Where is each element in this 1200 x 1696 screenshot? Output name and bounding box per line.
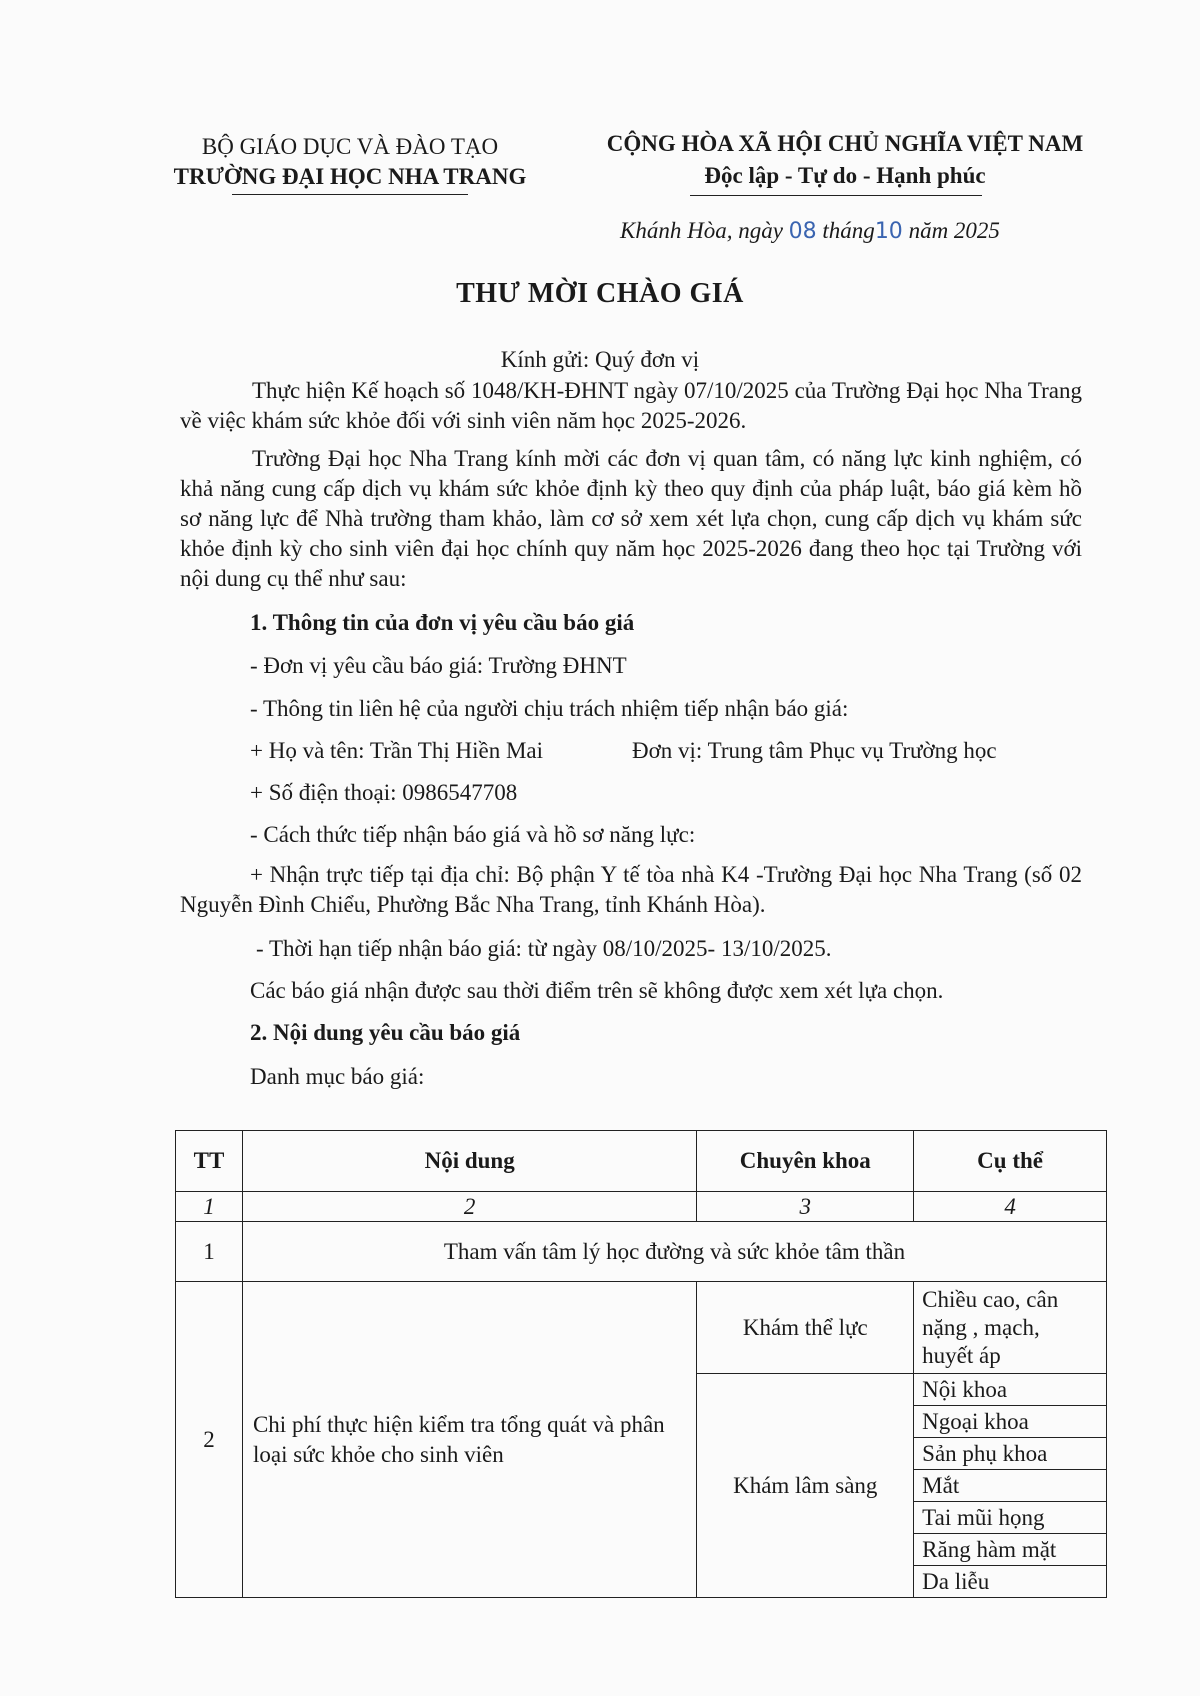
deadline-line: - Thời hạn tiếp nhận báo giá: từ ngày 08/10/2025- 13/10/2025. [256,936,832,961]
row2-item-3: Sản phụ khoa [914,1438,1107,1470]
date-month: 10 [874,219,903,244]
date-line [620,218,1000,244]
section-1-heading: 1. Thông tin của đơn vị yêu cầu báo giá [250,610,635,635]
requester-line: - Đơn vị yêu cầu báo giá: Trường ĐHNT [250,653,627,678]
header-content: Nội dung [242,1131,696,1192]
intro-paragraph-1: Thực hiện Kế hoạch số 1048/KH-ĐHNT ngày 07/10/2025 của Trường Đại học Nha Trang về việc khám sức khỏe đối với sinh viên năm học 2025-2026. [180,378,1082,433]
list-label: Danh mục báo giá: [250,1064,425,1089]
col-number-3: 3 [697,1192,914,1222]
intro-paragraph-2: Trường Đại học Nha Trang kính mời các đơn vị quan tâm, có năng lực kinh nghiệm, có khả năng cung cấp dịch vụ khám sức khỏe định kỳ theo quy định của pháp luật, báo giá kèm hồ sơ năng lực để Nhà trường tham khảo, làm cơ sở xem xét lựa chọn, cung cấp dịch vụ khám sức khỏe định kỳ cho sinh viên đại học chính quy năm học 2025-2026 đang theo học tại Trường với nội dung cụ thể như sau: [180,446,1082,591]
school-name: TRƯỜNG ĐẠI HỌC NHA TRANG [173,164,527,189]
header-left [150,132,550,192]
col-number-4: 4 [914,1192,1107,1222]
date-year: năm 2025 [908,218,1000,243]
row2-item-6: Răng hàm mặt [914,1534,1107,1566]
ministry-name: BỘ GIÁO DỤC VÀ ĐÀO TẠO [201,134,499,159]
row2-item-1: Nội khoa [914,1374,1107,1406]
header-tt: TT [176,1131,243,1192]
header-detail: Cụ thể [914,1131,1107,1192]
header-right-underline [690,195,982,196]
address-line: + Nhận trực tiếp tại địa chỉ: Bộ phận Y tế tòa nhà K4 -Trường Đại học Nha Trang (số 02 Nguyễn Đình Chiểu, Phường Bắc Nha Trang, tỉnh Khánh Hòa). [180,862,1082,917]
table-row [176,1222,1107,1282]
contact-unit: Đơn vị: Trung tâm Phục vụ Trường học [632,738,997,763]
row2-item-4: Mắt [914,1470,1107,1502]
row2-content: Chi phí thực hiện kiểm tra tổng quát và phân loại sức khỏe cho sinh viên [242,1282,696,1598]
row2-item-7: Da liễu [914,1566,1107,1598]
date-month-label: tháng [822,218,875,243]
method-line: - Cách thức tiếp nhận báo giá và hồ sơ năng lực: [250,822,696,847]
col-number-1: 1 [176,1192,243,1222]
row2-group2-name: Khám lâm sàng [697,1374,914,1598]
header-right [590,128,1100,192]
contact-phone: + Số điện thoại: 0986547708 [250,780,518,805]
header-specialty: Chuyên khoa [697,1131,914,1192]
row2-group1-name: Khám thể lực [697,1282,914,1374]
row2-item-2: Ngoại khoa [914,1406,1107,1438]
row2-item-5: Tai mũi họng [914,1502,1107,1534]
contact-intro: - Thông tin liên hệ của người chịu trách nhiệm tiếp nhận báo giá: [250,696,849,721]
contact-name: + Họ và tên: Trần Thị Hiền Mai [250,738,544,763]
table-row [176,1282,1107,1374]
col-number-2: 2 [242,1192,696,1222]
section-2-heading: 2. Nội dung yêu cầu báo giá [250,1020,521,1045]
quotation-table [175,1130,1107,1598]
date-prefix: Khánh Hòa, ngày [620,218,783,243]
table-column-number-row [176,1192,1107,1222]
date-day: 08 [788,219,817,244]
national-motto: Độc lập - Tự do - Hạnh phúc [704,163,986,188]
document-title: THƯ MỜI CHÀO GIÁ [456,278,744,309]
row1-tt: 1 [176,1222,243,1282]
note-line: Các báo giá nhận được sau thời điểm trên sẽ không được xem xét lựa chọn. [250,978,944,1003]
table-header-row [176,1131,1107,1192]
greeting: Kính gửi: Quý đơn vị [500,347,700,372]
row1-content: Tham vấn tâm lý học đường và sức khỏe tâm thần [242,1222,1106,1282]
row2-tt: 2 [176,1282,243,1598]
header-left-underline [232,194,468,195]
row2-group1-item: Chiều cao, cân nặng , mạch, huyết áp [914,1282,1107,1374]
country-name: CỘNG HÒA XÃ HỘI CHỦ NGHĨA VIỆT NAM [606,131,1084,156]
